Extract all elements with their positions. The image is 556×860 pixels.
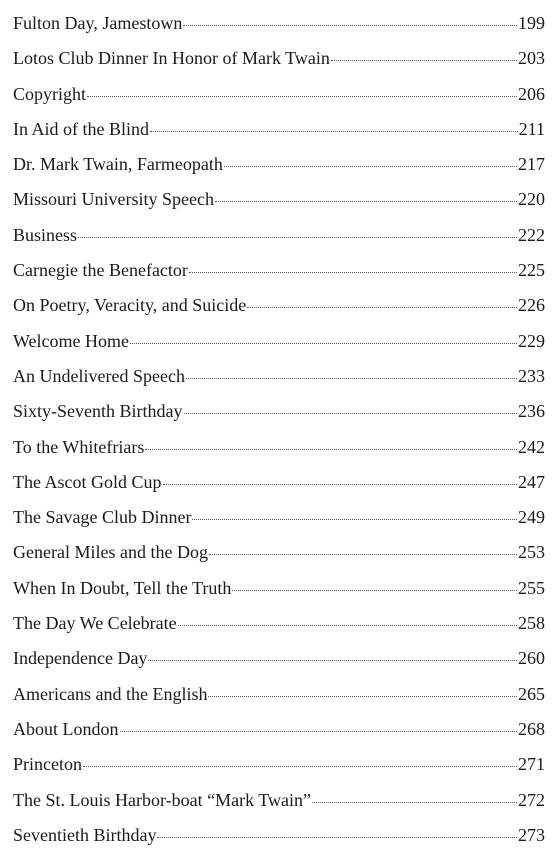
toc-entry-title: The Savage Club Dinner (13, 507, 192, 528)
toc-entry-title: Fulton Day, Jamestown (13, 13, 183, 33)
toc-entry[interactable] (13, 291, 545, 326)
toc-entry-page-number: 211 (518, 118, 545, 139)
toc-entry-page-number: 222 (518, 224, 545, 245)
toc-entry[interactable] (13, 644, 545, 679)
dot-leader (148, 660, 517, 661)
dot-leader (157, 837, 517, 838)
dot-leader (192, 519, 517, 520)
dot-leader (78, 237, 517, 238)
dot-leader (183, 25, 517, 26)
toc-entry-page-number: 247 (518, 471, 545, 492)
toc-entry[interactable] (13, 538, 545, 573)
dot-leader (163, 484, 518, 485)
toc-entry-page-number: 260 (518, 648, 545, 669)
toc-entry[interactable] (13, 433, 545, 468)
toc-entry[interactable] (13, 362, 545, 397)
toc-entry-page-number: 206 (518, 83, 545, 104)
toc-entry-page-number: 236 (518, 401, 545, 422)
toc-entry-title: Copyright (13, 83, 87, 104)
toc-entry[interactable] (13, 397, 545, 432)
toc-entry-title: To the Whitefriars (13, 436, 145, 457)
toc-entry-page-number: 272 (518, 789, 545, 810)
dot-leader (150, 131, 518, 132)
toc-entry[interactable] (13, 786, 545, 821)
dot-leader (178, 625, 517, 626)
dot-leader (224, 166, 517, 167)
toc-entry[interactable] (13, 574, 545, 609)
toc-entry[interactable] (13, 503, 545, 538)
dot-leader (209, 554, 517, 555)
toc-entry-title: The Day We Celebrate (13, 613, 177, 634)
toc-entry[interactable] (13, 468, 545, 503)
toc-entry[interactable] (13, 9, 545, 44)
toc-entry-page-number: 229 (518, 330, 545, 351)
toc-entry-title: In Aid of the Blind (13, 118, 149, 139)
dot-leader (215, 201, 517, 202)
table-of-contents (13, 9, 545, 856)
toc-entry-title: The Ascot Gold Cup (13, 471, 162, 492)
toc-entry-title: Seventieth Birthday (13, 824, 157, 845)
toc-entry-page-number: 203 (518, 48, 545, 69)
toc-entry-page-number: 249 (518, 507, 545, 528)
toc-entry[interactable] (13, 44, 545, 79)
toc-entry-title: Welcome Home (13, 330, 130, 351)
toc-entry[interactable] (13, 221, 545, 256)
toc-entry[interactable] (13, 115, 545, 150)
toc-entry-title: The St. Louis Harbor-boat “Mark Twain” (13, 789, 311, 810)
toc-entry-title: Sixty-Seventh Birthday (13, 401, 183, 422)
toc-entry-title: Lotos Club Dinner In Honor of Mark Twain (13, 48, 330, 69)
toc-entry-title: Business (13, 224, 78, 245)
toc-entry-title: On Poetry, Veracity, and Suicide (13, 295, 247, 316)
dot-leader (120, 731, 518, 732)
toc-entry[interactable] (13, 821, 545, 856)
toc-entry[interactable] (13, 609, 545, 644)
dot-leader (331, 60, 517, 61)
dot-leader (184, 413, 518, 414)
toc-entry-title: An Undelivered Speech (13, 365, 185, 386)
toc-entry-title: General Miles and the Dog (13, 542, 208, 563)
toc-entry-page-number: 220 (518, 189, 545, 210)
toc-entry-title: About London (13, 718, 119, 739)
toc-entry-title: Princeton (13, 754, 82, 775)
dot-leader (83, 766, 517, 767)
toc-entry[interactable] (13, 150, 545, 185)
toc-entry[interactable] (13, 680, 545, 715)
toc-entry-page-number: 226 (518, 295, 545, 316)
dot-leader (312, 802, 517, 803)
toc-entry-page-number: 225 (518, 260, 545, 281)
toc-entry-page-number: 258 (518, 613, 545, 634)
toc-entry-title: Missouri University Speech (13, 189, 214, 210)
toc-entry-title: Dr. Mark Twain, Farmeopath (13, 154, 223, 175)
dot-leader (145, 449, 517, 450)
dot-leader (232, 590, 517, 591)
dot-leader (186, 378, 517, 379)
dot-leader (247, 307, 517, 308)
dot-leader (87, 96, 517, 97)
toc-entry[interactable] (13, 327, 545, 362)
toc-entry-page-number: 273 (518, 824, 545, 845)
dot-leader (130, 343, 517, 344)
toc-entry-page-number: 253 (518, 542, 545, 563)
toc-entry-title: Independence Day (13, 648, 148, 669)
toc-entry-title: When In Doubt, Tell the Truth (13, 577, 232, 598)
toc-entry-page-number: 255 (518, 577, 545, 598)
toc-entry[interactable] (13, 715, 545, 750)
dot-leader (189, 272, 517, 273)
toc-entry[interactable] (13, 80, 545, 115)
toc-entry-page-number: 199 (518, 13, 545, 33)
toc-entry-page-number: 265 (518, 683, 545, 704)
toc-entry-page-number: 217 (518, 154, 545, 175)
toc-entry-page-number: 268 (518, 718, 545, 739)
toc-entry-page-number: 242 (518, 436, 545, 457)
toc-entry-title: Carnegie the Benefactor (13, 260, 188, 281)
dot-leader (208, 696, 517, 697)
toc-entry[interactable] (13, 750, 545, 785)
toc-entry[interactable] (13, 256, 545, 291)
toc-entry[interactable] (13, 185, 545, 220)
toc-entry-page-number: 271 (518, 754, 545, 775)
toc-entry-page-number: 233 (518, 365, 545, 386)
toc-entry-title: Americans and the English (13, 683, 208, 704)
